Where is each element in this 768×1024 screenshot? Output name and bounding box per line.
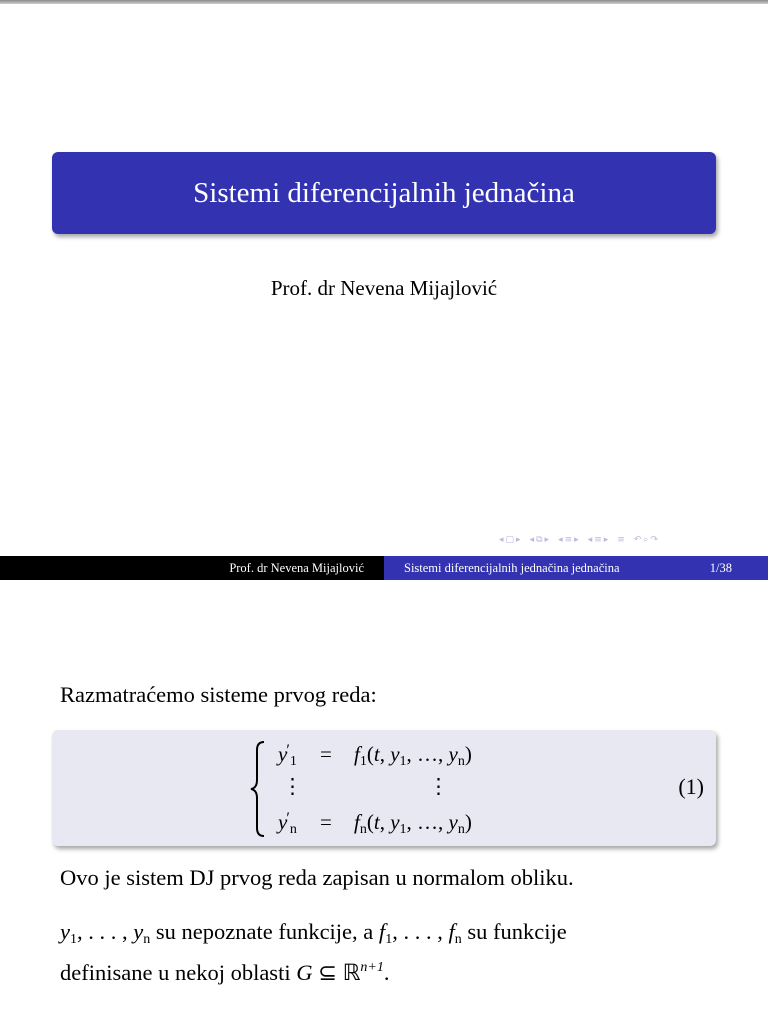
footer-author: Prof. dr Nevena Mijajlović bbox=[229, 560, 364, 575]
footer-title: Sistemi diferencijalnih jednačina jednačina bbox=[404, 560, 620, 575]
doc-icon[interactable]: ≡ bbox=[594, 535, 602, 545]
nav-prev-icon[interactable]: ◂ bbox=[499, 535, 504, 545]
left-brace bbox=[250, 740, 266, 838]
slide-2 bbox=[0, 576, 768, 1024]
nav-prev-icon[interactable]: ◂ bbox=[558, 535, 563, 545]
author-name: Prof. dr Nevena Mijajlović bbox=[270, 276, 498, 300]
nav-next-icon[interactable]: ▸ bbox=[574, 535, 579, 545]
undo-icon[interactable]: ↶ bbox=[633, 535, 642, 545]
nav-prev-icon[interactable]: ◂ bbox=[587, 535, 593, 545]
beamer-navigation-bar bbox=[498, 533, 760, 547]
footer-page-number: 1/38 bbox=[709, 560, 732, 575]
slide-1 bbox=[0, 4, 768, 576]
row2-equals: = bbox=[320, 810, 332, 834]
row1-lhs: $y'_1$ bbox=[278, 742, 297, 769]
search-icon[interactable]: ⌕ bbox=[643, 535, 649, 545]
normal-form-text: Ovo je sistem DJ prvog reda zapisan u normalom obliku. bbox=[60, 865, 574, 890]
unknown-functions-text: $y_1$, . . . , $y_n$ su nepoznate funkcije, a $f_1$, . . . , $f_n$ su funkcije definisane u nekoj oblasti G ⊆ ℝ$^{n+1}$. bbox=[60, 919, 567, 985]
nav-prev-icon[interactable]: ◂ bbox=[529, 535, 535, 545]
redo-icon[interactable]: ↷ bbox=[650, 535, 658, 545]
intro-text: Razmatraćemo sisteme prvog reda: bbox=[60, 682, 377, 707]
equation-number: (1) bbox=[678, 774, 704, 799]
row1-equals: = bbox=[320, 742, 332, 766]
row2-lhs: $y'_n$ bbox=[278, 810, 297, 837]
section-icon[interactable]: ≡ bbox=[564, 535, 573, 545]
row-vdots-lhs: ⋮ bbox=[282, 774, 303, 798]
title-block bbox=[52, 152, 716, 234]
row-vdots-rhs: ⋮ bbox=[428, 774, 449, 798]
nav-next-icon[interactable]: ▸ bbox=[603, 535, 609, 545]
nav-next-icon[interactable]: ▸ bbox=[516, 535, 521, 545]
subsection-icon[interactable]: ⧉ bbox=[536, 535, 543, 545]
row2-rhs: $f_n(t$, $y_1$, …, $y_n$) bbox=[354, 810, 472, 837]
align-icon[interactable]: ≡ bbox=[617, 535, 625, 545]
row1-rhs: $f_1(t$, $y_1$, …, $y_n$) bbox=[354, 742, 472, 769]
nav-next-icon[interactable]: ▸ bbox=[544, 535, 550, 545]
presentation-title: Sistemi diferencijalnih jednačina bbox=[193, 176, 575, 209]
equation-block bbox=[52, 730, 716, 846]
frame-icon[interactable]: ▢ bbox=[505, 535, 515, 545]
